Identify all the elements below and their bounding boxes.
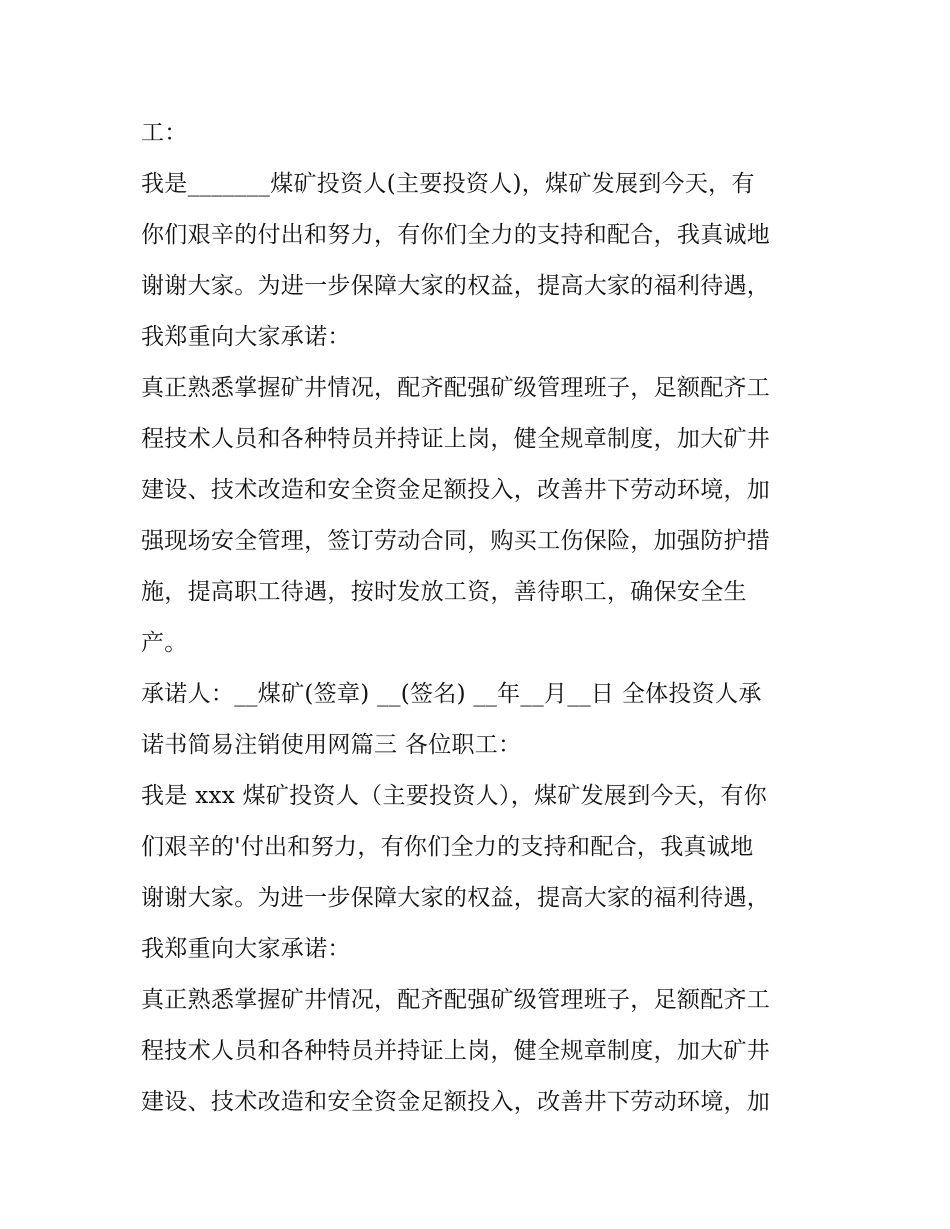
text-line-14: 我是 xxx 煤矿投资人（主要投资人），煤矿发展到今天，有你 bbox=[141, 783, 768, 809]
text-line-16: 谢谢大家。为进一步保障大家的权益，提高大家的福利待遇， bbox=[141, 885, 771, 911]
text-line-18: 真正熟悉掌握矿井情况，配齐配强矿级管理班子，足额配齐工 bbox=[141, 987, 771, 1013]
text-line-4: 谢谢大家。为进一步保障大家的权益，提高大家的福利待遇， bbox=[141, 273, 771, 299]
text-line-6: 真正熟悉掌握矿井情况，配齐配强矿级管理班子，足额配齐工 bbox=[141, 375, 771, 401]
document-body bbox=[141, 108, 821, 1128]
text-line-7: 程技术人员和各种特员并持证上岗，健全规章制度，加大矿井 bbox=[141, 426, 771, 452]
text-line-9: 强现场安全管理，签订劳动合同，购买工伤保险，加强防护措 bbox=[141, 528, 771, 554]
text-line-15: 们艰辛的'付出和努力，有你们全力的支持和配合，我真诚地 bbox=[141, 834, 754, 860]
text-line-1: 工： bbox=[141, 120, 188, 146]
text-line-17: 我郑重向大家承诺： bbox=[141, 936, 351, 962]
text-line-5: 我郑重向大家承诺： bbox=[141, 324, 351, 350]
text-line-8: 建设、技术改造和安全资金足额投入，改善井下劳动环境，加 bbox=[141, 477, 771, 503]
text-line-10: 施，提高职工待遇，按时发放工资，善待职工，确保安全生 bbox=[141, 579, 747, 605]
text-line-20: 建设、技术改造和安全资金足额投入，改善井下劳动环境，加 bbox=[141, 1089, 771, 1115]
text-line-19: 程技术人员和各种特员并持证上岗，健全规章制度，加大矿井 bbox=[141, 1038, 771, 1064]
text-line-13: 诺书简易注销使用网篇三 各位职工： bbox=[141, 732, 522, 758]
text-line-3: 你们艰辛的付出和努力，有你们全力的支持和配合，我真诚地 bbox=[141, 222, 771, 248]
text-line-11: 产。 bbox=[141, 630, 188, 656]
text-line-12: 承诺人：__煤矿(签章) __(签名) __年__月__日 全体投资人承 bbox=[141, 681, 762, 707]
text-line-2: 我是_______煤矿投资人(主要投资人)，煤矿发展到今天，有 bbox=[141, 171, 755, 197]
